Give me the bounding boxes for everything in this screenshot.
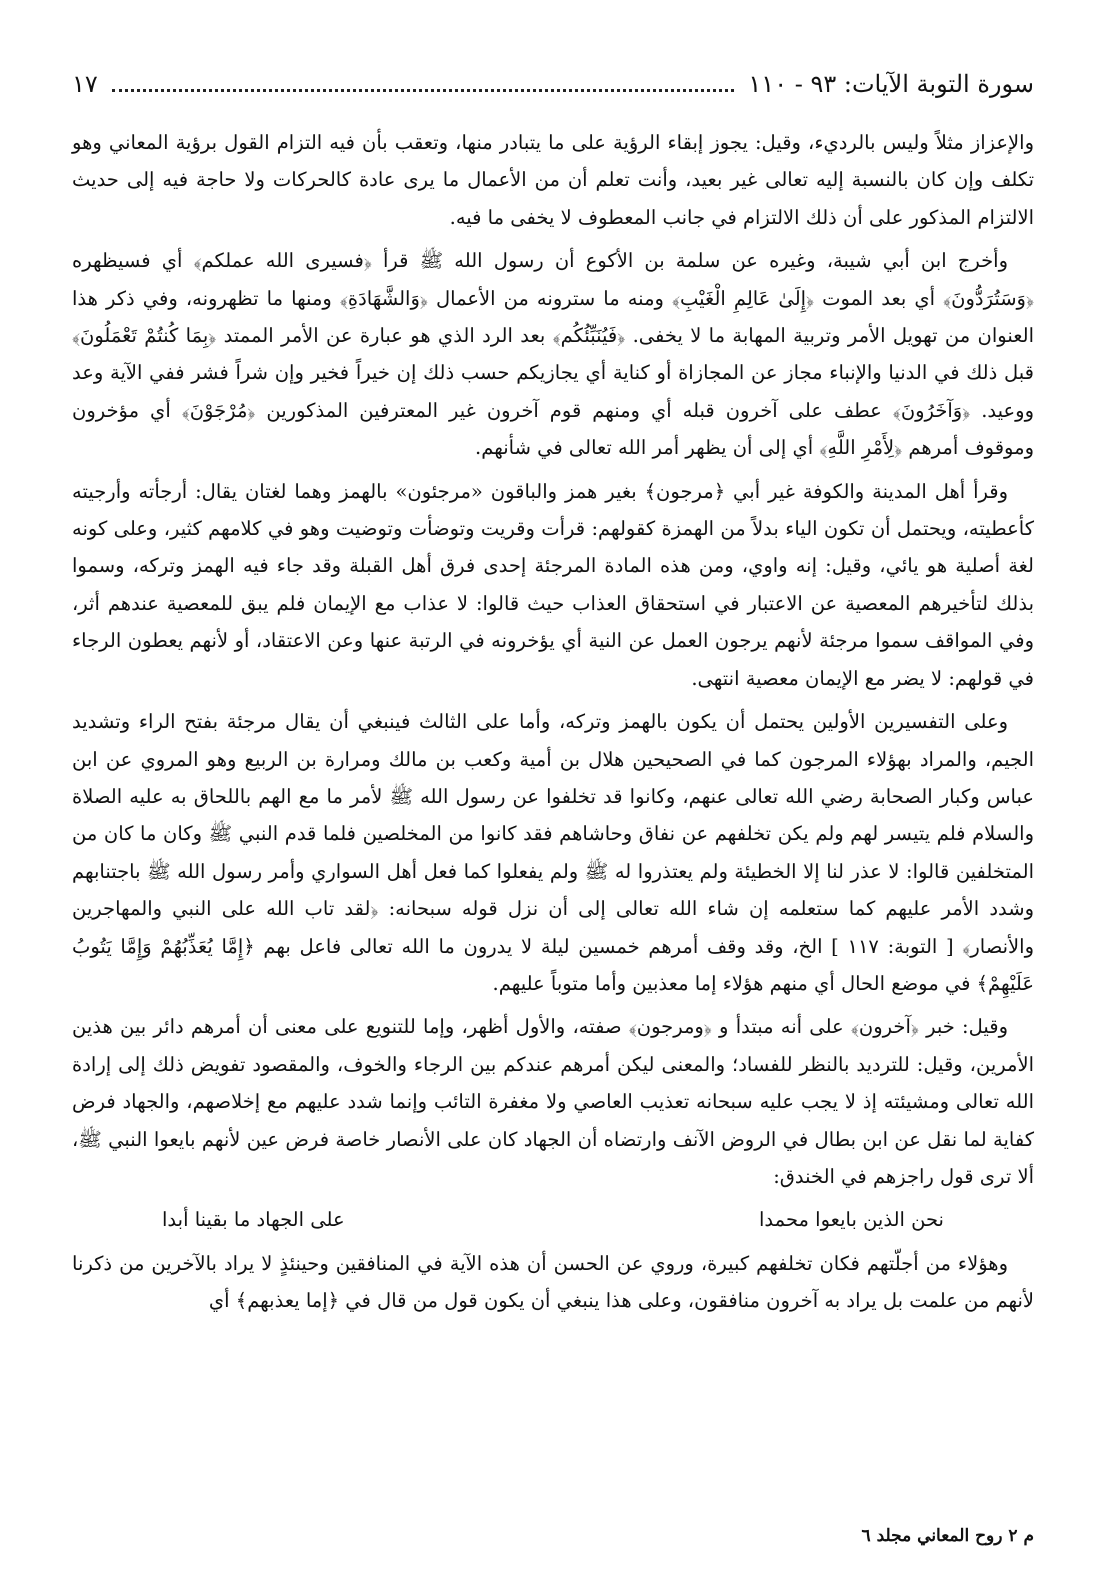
signature-footer: م ٢ روح المعاني مجلد ٦	[861, 1526, 1034, 1546]
paragraph: والإعزاز مثلاً وليس بالرديء، وقيل: يجوز إبقاء الرؤية على ما يتبادر منها، وتعقب بأن فيه التزام القول برؤية المعاني وهو تكلف وإن كان بالنسبة إليه تعالى غير بعيد، وأنت تعلم أن من الأعمال ما يرى عادة كالحركات ولا حاجة فيه إلى حديث الالتزام المذكور على أن ذلك الالتزام في جانب المعطوف لا يخفى ما فيه.	[72, 131, 1034, 229]
paragraph: وقيل: خبر ﴿آخرون﴾ على أنه مبتدأ و ﴿ومرجون﴾ صفته، والأول أظهر، وإما للتنويع على معنى أن أمرهم دائر بين هذين الأمرين، وقيل: للترديد بالنظر للفساد؛ والمعنى ليكن أمرهم عندكم بين الرجاء والخوف، والمقصود تفويض ذلك إلى إرادة الله تعالى ومشيئته إذ لا يجب عليه سبحانه تعذيب العاصي ولا مغفرة التائب وإنما شدد عليهم مع إخلاصهم، والجهاد فرض كفاية لما نقل عن ابن بطال في الروض الآنف وارتضاه أن الجهاد كان على الأنصار خاصة فرض عين لأنهم بايعوا النبي ﷺ، ألا ترى قول راجزهم في الخندق:	[72, 1015, 1034, 1188]
dotted-leader	[112, 88, 735, 92]
paragraph: وعلى التفسيرين الأولين يحتمل أن يكون بالهمز وتركه، وأما على الثالث فينبغي أن يقال مرجئة بفتح الراء وتشديد الجيم، والمراد بهؤلاء المرجون كما في الصحيحين هلال بن أمية وكعب بن مالك ومرارة بن الربيع وهو المروي عن ابن عباس وكبار الصحابة رضي الله تعالى عنهم، وكانوا قد تخلفوا عن رسول الله ﷺ لأمر ما مع الهم باللحاق به عليه الصلاة والسلام فلم يتيسر لهم ولم يكن تخلفهم عن نفاق وحاشاهم فقد كانوا من المخلصين فلما قدم النبي ﷺ وكان ما كان من المتخلفين قالوا: لا عذر لنا إلا الخطيئة ولم يعتذروا له ﷺ ولم يفعلوا كما فعل أهل السواري وأمر رسول الله ﷺ باجتنابهم وشدد الأمر عليهم كما ستعلمه إن شاء الله تعالى إلى أن نزل قوله سبحانه: ﴿لقد تاب الله على النبي والمهاجرين والأنصار﴾ [ التوبة: ١١٧ ] الخ، وقد وقف أمرهم خمسين ليلة لا يدرون ما الله تعالى فاعل بهم ﴿إِمَّا يُعَذِّبُهُمْ وَإِمَّا يَتُوبُ عَلَيْهِمْ﴾ في موضع الحال أي منهم هؤلاء إما معذبين وأما متوباً عليهم.	[72, 710, 1034, 995]
paragraph: وهؤلاء من أجلّتهم فكان تخلفهم كبيرة، وروي عن الحسن أن هذه الآية في المنافقين وحينئذٍ لا يراد بالآخرين من ذكرنا لأنهم من علمت بل يراد به آخرون منافقون، وعلى هذا ينبغي أن يكون قول من قال في ﴿إما يعذبهم﴾ أي	[72, 1251, 1034, 1313]
paragraph: وأخرج ابن أبي شيبة، وغيره عن سلمة بن الأكوع أن رسول الله ﷺ قرأ ﴿فسيرى الله عملكم﴾ أي فسيظهره ﴿وَسَتُرَدُّونَ﴾ أي بعد الموت ﴿إِلَىٰ عَالِمِ الْغَيْبِ﴾ ومنه ما سترونه من الأعمال ﴿وَالشَّهَادَةِ﴾ ومنها ما تظهرونه، وفي ذكر هذا العنوان من تهويل الأمر وتربية المهابة ما لا يخفى. ﴿فَيُنَبِّئُكُم﴾ بعد الرد الذي هو عبارة عن الأمر الممتد ﴿بِمَا كُنتُمْ تَعْمَلُونَ﴾ قبل ذلك في الدنيا والإنباء مجاز عن المجازاة أو كناية أي يجازيكم حسب ذلك إن خيراً فخير وإن شراً فشر ففي الآية وعد ووعيد. ﴿وَآخَرُونَ﴾ عطف على آخرون قبله أي ومنهم قوم آخرون غير المعترفين المذكورين ﴿مُرْجَوْنَ﴾ أي مؤخرون وموقوف أمرهم ﴿لِأَمْرِ اللَّهِ﴾ أي إلى أن يظهر أمر الله تعالى في شأنهم.	[72, 249, 1034, 460]
verse-second-hemistich: على الجهاد ما بقينا أبدا	[162, 1208, 345, 1232]
verse-first-hemistich: نحن الذين بايعوا محمدا	[759, 1208, 944, 1232]
body-text	[72, 124, 1034, 1320]
paragraph: وقرأ أهل المدينة والكوفة غير أبي ﴿مرجون﴾ بغير همز والباقون «مرجئون» بالهمز وهما لغتان يقال: أرجأته وأرجيته كأعطيته، ويحتمل أن تكون الياء بدلاً من الهمزة كقولهم: قرأت وقريت وتوضأت وتوضيت وهو في كلامهم كثير، وعلى كونه لغة أصلية هو يائي، وقيل: إنه واوي، ومن هذه المادة المرجئة إحدى فرق أهل القبلة وقد جاء فيه الهمز وتركه، وسموا بذلك لتأخيرهم المعصية عن الاعتبار في استحقاق العذاب حيث قالوا: لا عذاب مع الإيمان فلم يبق للمعصية عندهم أثر، وفي المواقف سموا مرجئة لأنهم يرجون العمل عن النية أي يؤخرونه في الرتبة عنها وعن الاعتقاد، أو لأنهم يعطون الرجاء في قولهم: لا يضر مع الإيمان معصية انتهى.	[72, 479, 1034, 690]
poetry-verse	[72, 1201, 1034, 1238]
running-header	[72, 70, 1034, 110]
page-number: ١٧	[72, 70, 98, 98]
surah-title: سورة التوبة الآيات: ٩٣ - ١١٠	[748, 70, 1034, 98]
